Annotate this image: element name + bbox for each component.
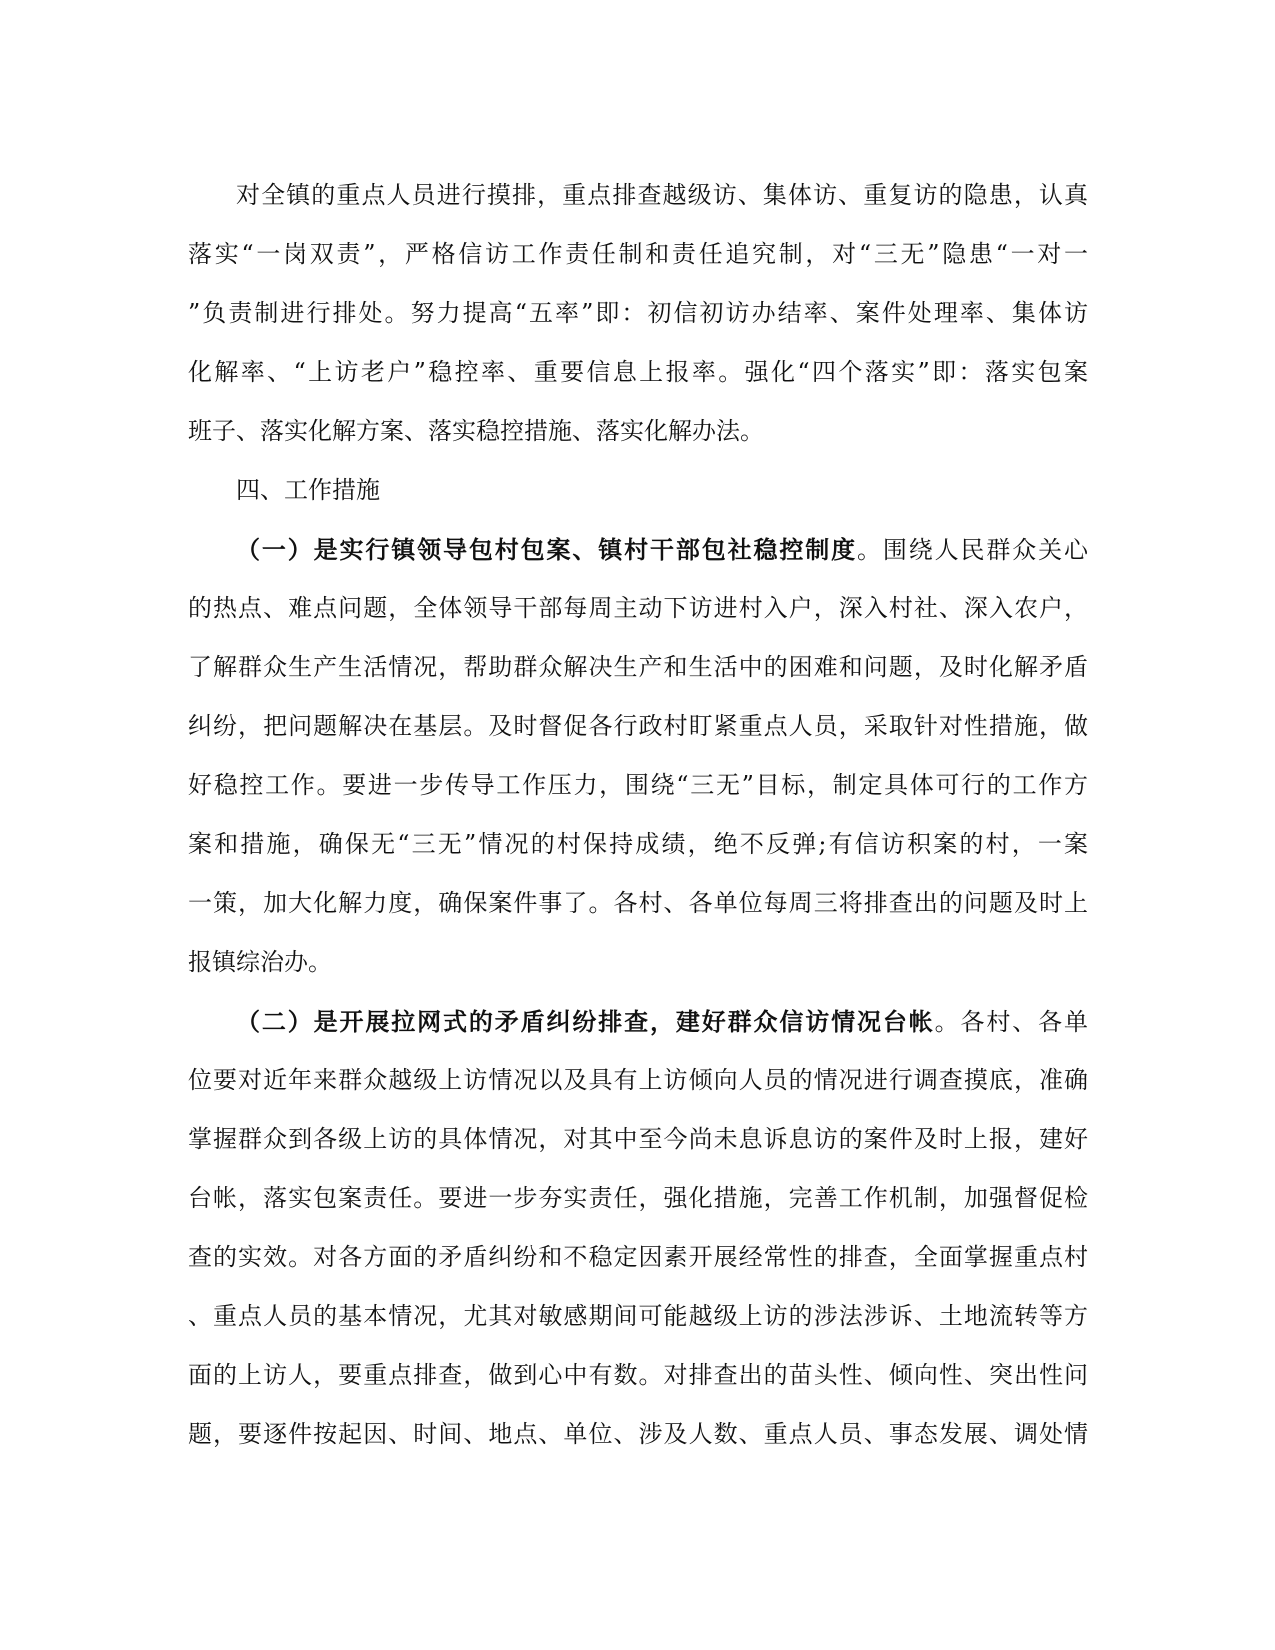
paragraph-line: 案和措施，确保无“三无”情况的村保持成绩，绝不反弹;有信访积案的村，一案 <box>188 830 1088 858</box>
paragraph-line-with-heading <box>188 992 1088 1051</box>
paragraph-line: 一策，加大化解力度，确保案件事了。各村、各单位每周三将排查出的问题及时上 <box>188 889 1088 917</box>
paragraph-line: 好稳控工作。要进一步传导工作压力，围绕“三无”目标，制定具体可行的工作方 <box>188 771 1088 799</box>
paragraph-line: 面的上访人，要重点排查，做到心中有数。对排查出的苗头性、倾向性、突出性问 <box>188 1361 1088 1389</box>
paragraph-line: 纠纷，把问题解决在基层。及时督促各行政村盯紧重点人员，采取针对性措施，做 <box>188 712 1088 740</box>
paragraph-line: 化解率、“上访老户”稳控率、重要信息上报率。强化“四个落实”即：落实包案 <box>188 358 1088 386</box>
paragraph-line: 台帐，落实包案责任。要进一步夯实责任，强化措施，完善工作机制，加强督促检 <box>188 1184 1088 1212</box>
paragraph-line: 了解群众生产生活情况，帮助群众解决生产和生活中的困难和问题，及时化解矛盾 <box>188 653 1088 681</box>
paragraph-line: 题，要逐件按起因、时间、地点、单位、涉及人数、重点人员、事态发展、调处情 <box>188 1420 1088 1448</box>
paragraph-text: 。各村、各单 <box>934 1008 1088 1036</box>
paragraph-text: 。围绕人民群众关心 <box>857 536 1088 564</box>
paragraph-line-with-heading <box>188 520 1088 579</box>
paragraph-line: 对全镇的重点人员进行摸排，重点排查越级访、集体访、重复访的隐患，认真 <box>236 181 1088 209</box>
document-body <box>188 166 1088 1464</box>
section-heading: 四、工作措施 <box>236 476 380 504</box>
subsection-heading: （二）是开展拉网式的矛盾纠纷排查，建好群众信访情况台帐 <box>236 1007 935 1036</box>
paragraph-line: 的热点、难点问题，全体领导干部每周主动下访进村入户，深入村社、深入农户， <box>188 594 1088 622</box>
paragraph-line: 、重点人员的基本情况，尤其对敏感期间可能越级上访的涉法涉诉、土地流转等方 <box>188 1302 1088 1330</box>
paragraph-line: 班子、落实化解方案、落实稳控措施、落实化解办法。 <box>188 417 764 445</box>
paragraph-line: ”负责制进行排处。努力提高“五率”即：初信初访办结率、案件处理率、集体访 <box>188 299 1088 327</box>
paragraph-line: 查的实效。对各方面的矛盾纠纷和不稳定因素开展经常性的排查，全面掌握重点村 <box>188 1243 1088 1271</box>
paragraph-line: 落实“一岗双责”，严格信访工作责任制和责任追究制，对“三无”隐患“一对一 <box>188 240 1088 268</box>
subsection-heading: （一）是实行镇领导包村包案、镇村干部包社稳控制度 <box>236 535 857 564</box>
paragraph-line: 掌握群众到各级上访的具体情况，对其中至今尚未息诉息访的案件及时上报，建好 <box>188 1125 1088 1153</box>
paragraph-line: 报镇综治办。 <box>188 948 332 976</box>
paragraph-line: 位要对近年来群众越级上访情况以及具有上访倾向人员的情况进行调查摸底，准确 <box>188 1066 1088 1094</box>
